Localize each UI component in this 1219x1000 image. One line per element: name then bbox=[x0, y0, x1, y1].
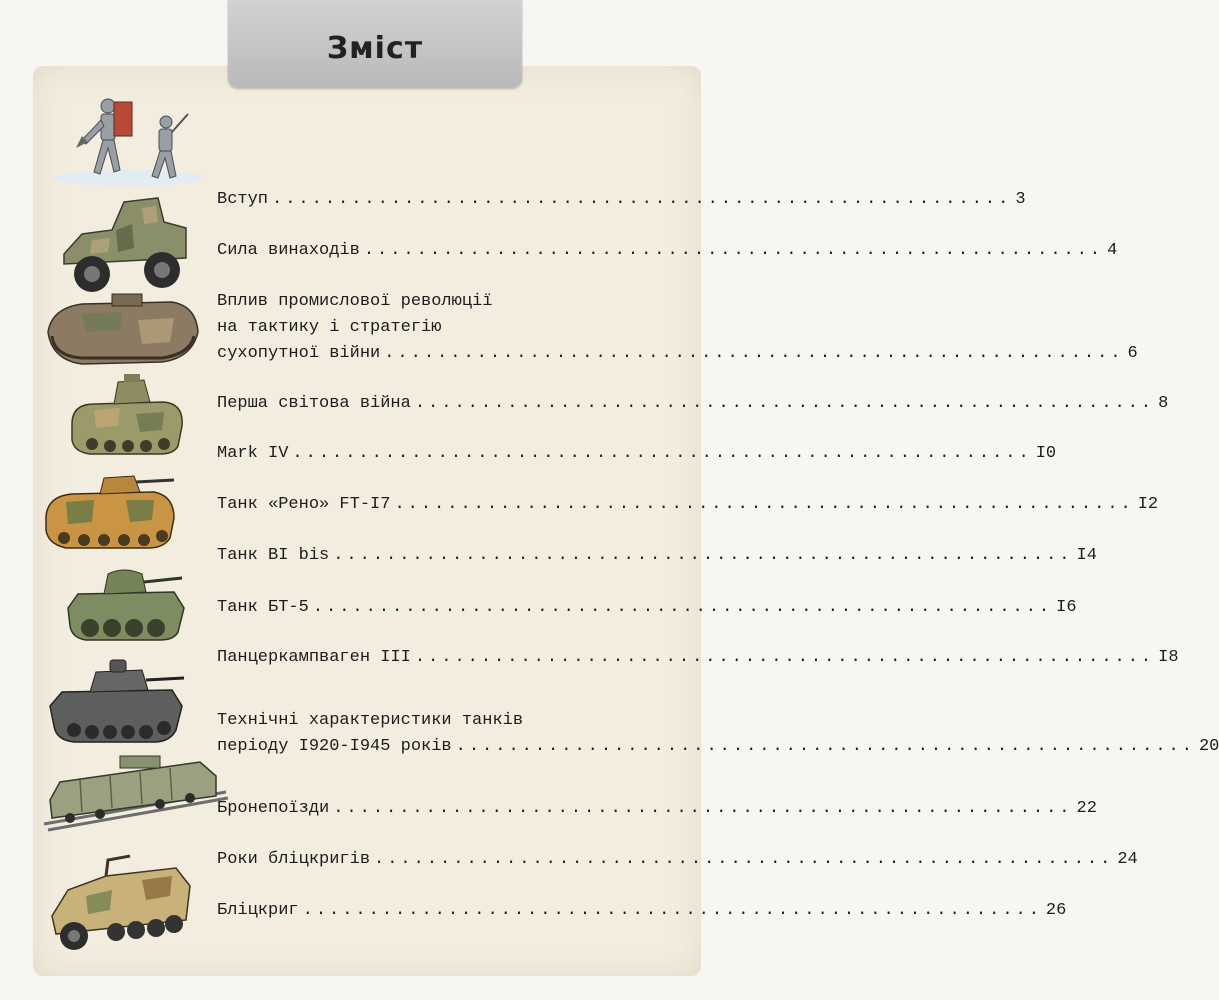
toc-entry-industrial-revolution[interactable] bbox=[217, 289, 1138, 367]
toc-leader-dots: ........................................................ bbox=[292, 444, 1032, 463]
panzer-iii-illustration bbox=[46, 654, 186, 746]
toc-page-number: 22 bbox=[1076, 799, 1097, 818]
toc-label: Танк «Рено» FT-I7 bbox=[217, 495, 391, 514]
toc-leader-dots: ........................................................ bbox=[363, 241, 1104, 260]
armored-car-illustration bbox=[52, 194, 192, 298]
toc-page-number: I8 bbox=[1158, 648, 1179, 667]
toc-label: Вступ bbox=[217, 190, 269, 209]
toc-entry-b1-bis[interactable] bbox=[217, 543, 1097, 569]
toc-label: на тактику і стратегію bbox=[217, 318, 442, 337]
toc-label: періоду I920-I945 років bbox=[217, 737, 452, 756]
toc-leader-dots: ........................................................ bbox=[414, 394, 1155, 413]
toc-leader-dots: ........................................................ bbox=[384, 344, 1124, 363]
toc-entry-renault-ft17[interactable] bbox=[217, 492, 1159, 518]
char-b1-illustration bbox=[42, 466, 178, 552]
bt5-tank-illustration bbox=[64, 560, 186, 642]
toc-page-number: 8 bbox=[1158, 394, 1169, 413]
knights-illustration bbox=[48, 92, 208, 188]
toc-entry-armored-trains[interactable] bbox=[217, 796, 1097, 822]
page-title: Зміст bbox=[326, 30, 424, 66]
toc-label: Танк BI bis bbox=[217, 546, 330, 565]
toc-entry-blitzkrieg-years[interactable] bbox=[217, 847, 1138, 873]
toc-page-number: 3 bbox=[1015, 190, 1026, 209]
title-tab bbox=[228, 0, 522, 88]
toc-leader-dots: ........................................................ bbox=[394, 495, 1134, 514]
toc-entry-intro[interactable] bbox=[217, 187, 1026, 213]
toc-label: Роки бліцкригів bbox=[217, 850, 371, 869]
toc-entry-bt5[interactable] bbox=[217, 595, 1077, 621]
toc-entry-tank-specs[interactable] bbox=[217, 708, 1219, 760]
toc-page-number: 24 bbox=[1117, 850, 1138, 869]
toc-page-number: I4 bbox=[1076, 546, 1097, 565]
toc-entry-ww1[interactable] bbox=[217, 391, 1169, 417]
toc-label: Mark IV bbox=[217, 444, 289, 463]
toc-entry-mark-iv[interactable] bbox=[217, 441, 1057, 467]
toc-entry-inventions[interactable] bbox=[217, 238, 1118, 264]
toc-leader-dots: ........................................................ bbox=[414, 648, 1155, 667]
toc-label: Сила винаходів bbox=[217, 241, 360, 260]
renault-ft-illustration bbox=[64, 374, 188, 460]
toc-label: Панцеркампваген III bbox=[217, 648, 411, 667]
toc-leader-dots: ........................................................ bbox=[333, 799, 1073, 818]
toc-label: Технічні характеристики танків bbox=[217, 711, 524, 730]
toc-leader-dots: ........................................................ bbox=[455, 737, 1195, 756]
toc-entry-panzer-iii[interactable] bbox=[217, 645, 1179, 671]
toc-page-number: I2 bbox=[1137, 495, 1159, 514]
halftrack-illustration bbox=[46, 846, 196, 956]
toc-leader-dots: ........................................................ bbox=[272, 190, 1012, 209]
toc-leader-dots: ........................................................ bbox=[374, 850, 1114, 869]
toc-page-number: 6 bbox=[1127, 344, 1138, 363]
toc-label: Бліцкриг bbox=[217, 901, 299, 920]
toc-page-number: 4 bbox=[1107, 241, 1118, 260]
toc-label: Танк БТ-5 bbox=[217, 598, 309, 617]
toc-page-number: 20 bbox=[1198, 737, 1219, 756]
toc-label: Вплив промислової революції bbox=[217, 292, 493, 311]
toc-page-number: I0 bbox=[1035, 444, 1057, 463]
toc-leader-dots: ........................................................ bbox=[302, 901, 1042, 920]
toc-label: сухопутної війни bbox=[217, 344, 381, 363]
toc-entry-blitzkrieg[interactable] bbox=[217, 898, 1067, 924]
toc-label: Бронепоїзди bbox=[217, 799, 330, 818]
armored-train-illustration bbox=[40, 752, 230, 836]
toc-leader-dots: ........................................................ bbox=[312, 598, 1053, 617]
toc-page-number: I6 bbox=[1056, 598, 1077, 617]
toc-page-number: 26 bbox=[1045, 901, 1067, 920]
rhomboid-tank-illustration bbox=[42, 292, 202, 372]
toc-label: Перша світова війна bbox=[217, 394, 411, 413]
toc-leader-dots: ........................................................ bbox=[333, 546, 1073, 565]
